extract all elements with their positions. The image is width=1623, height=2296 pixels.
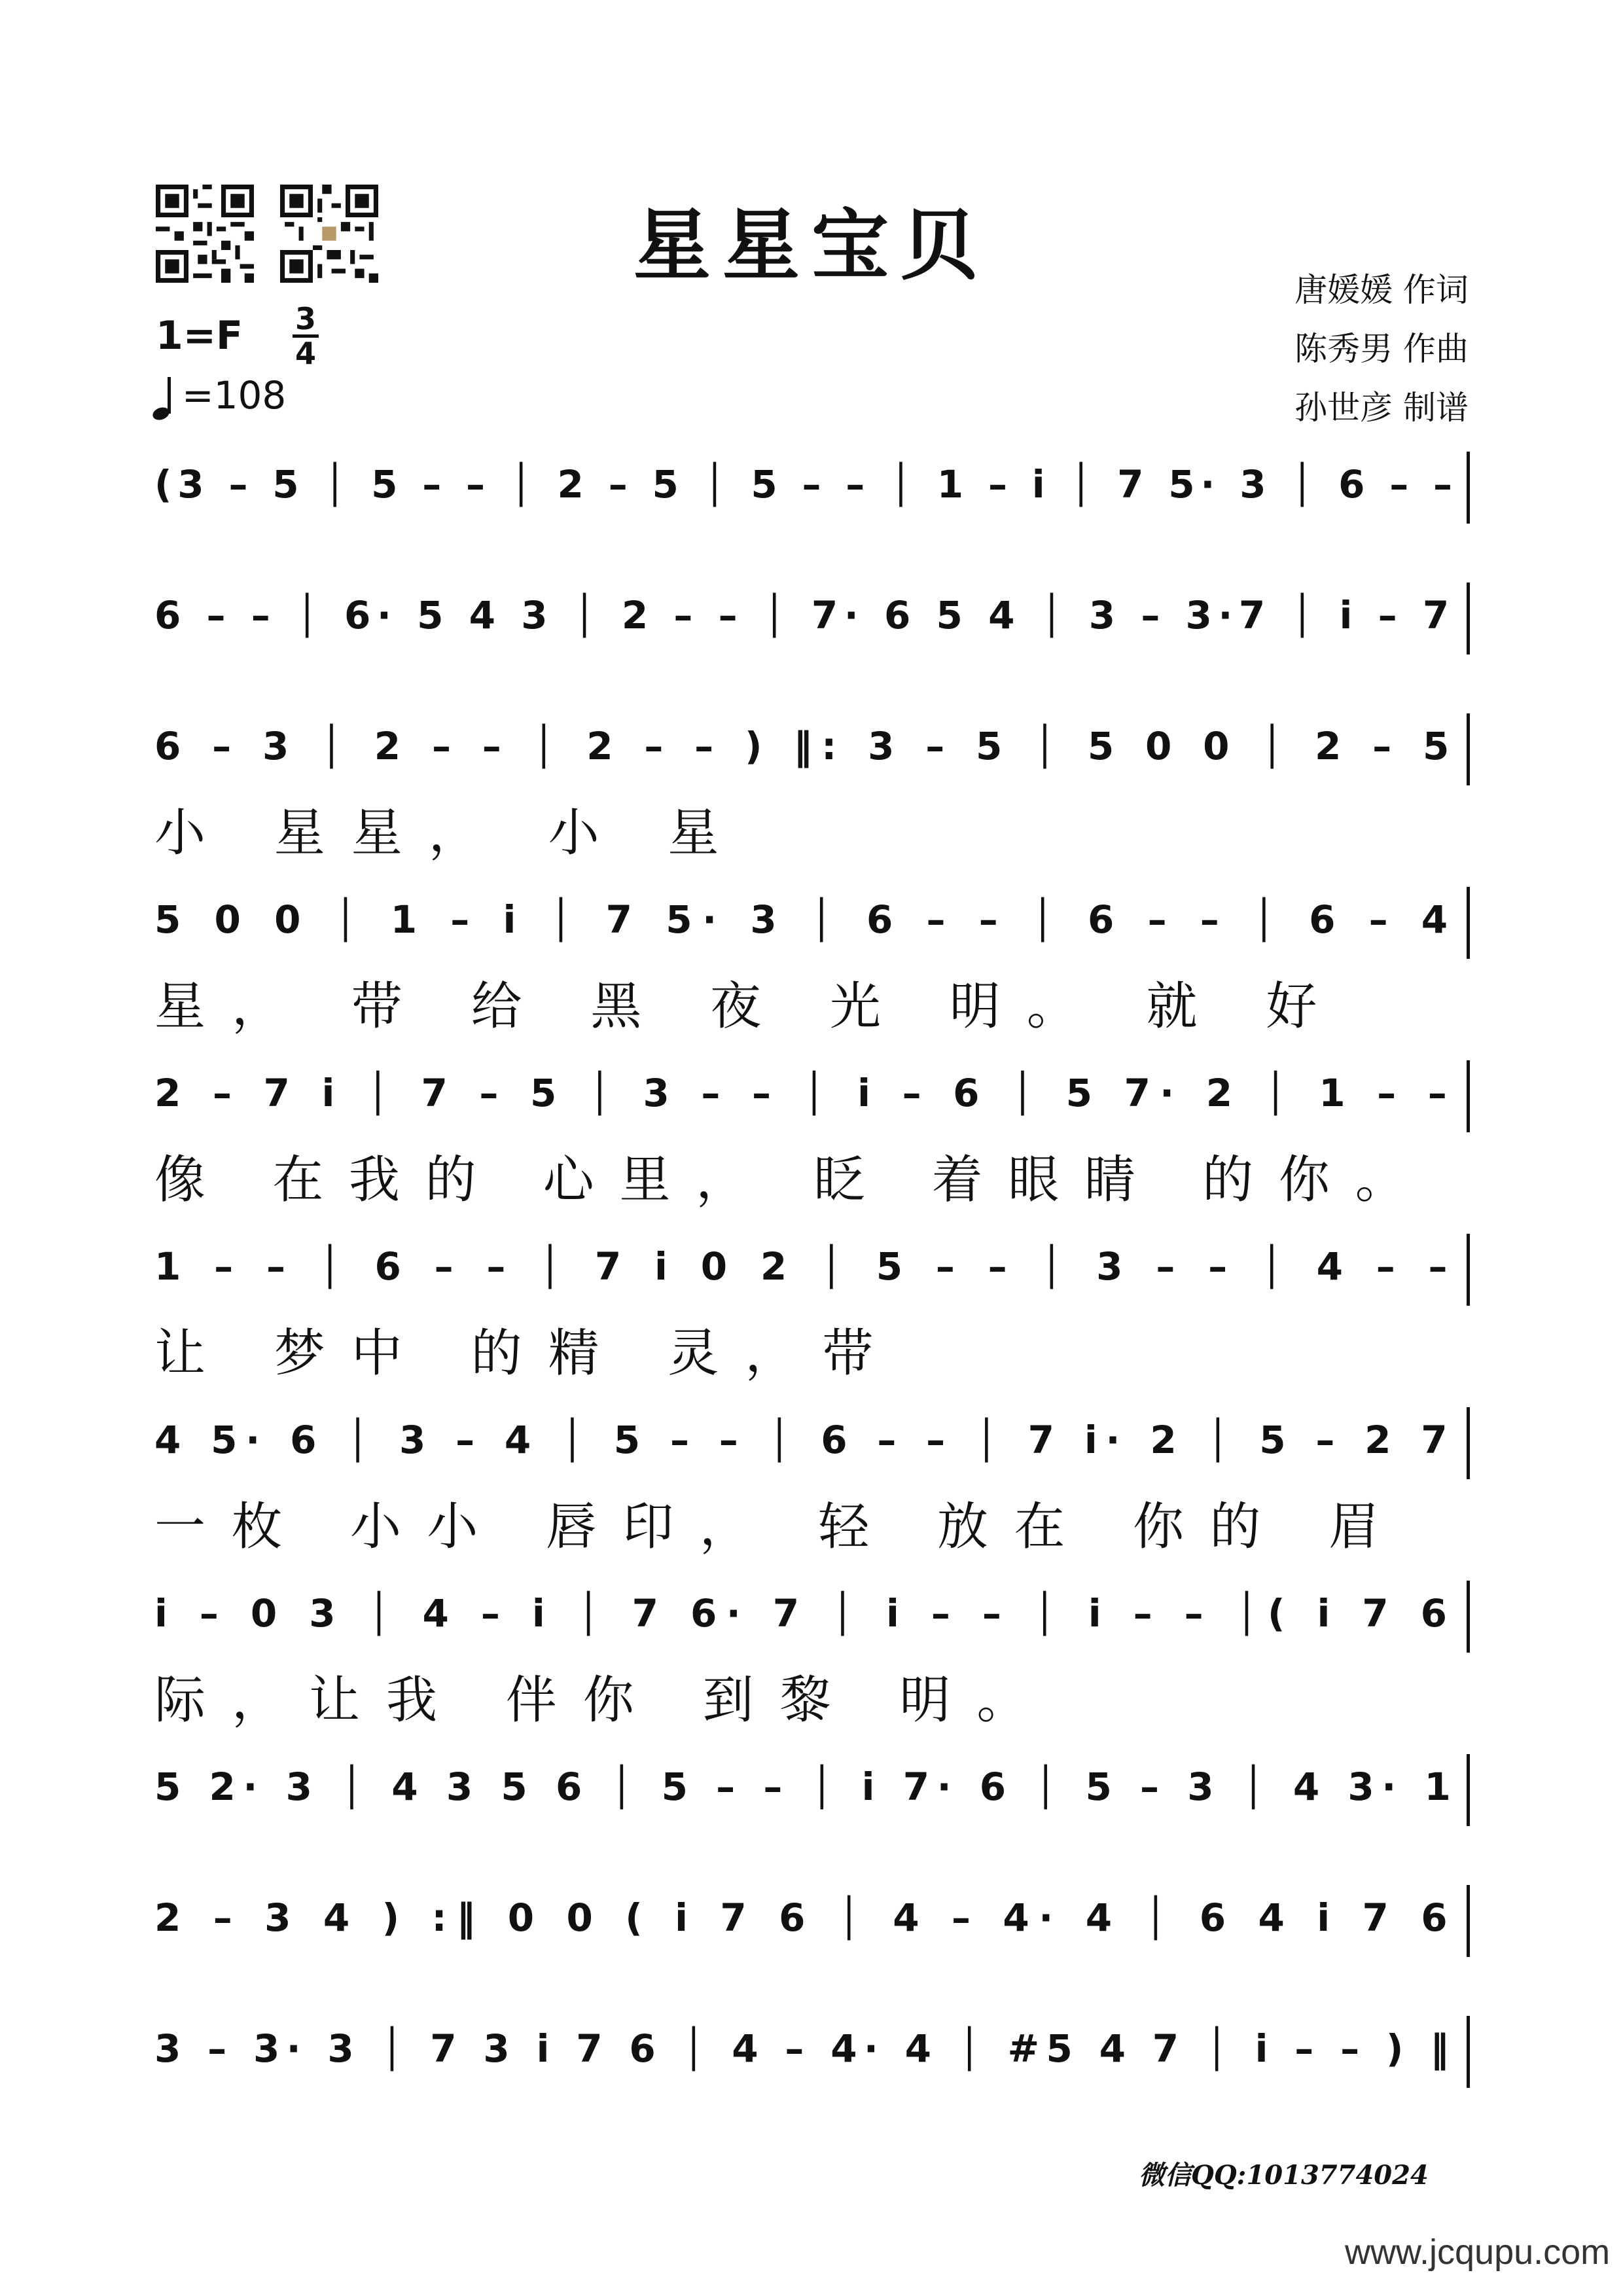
score-line xyxy=(154,1852,1470,1983)
score xyxy=(154,419,1470,2114)
notation-text: 5 2· 3 │ 4 3 5 6 │ 5 – – │ i 7· 6 │ 5 – 3 │ 4 3· 1 xyxy=(154,1765,1459,1809)
barline xyxy=(1467,1234,1470,1306)
site-url: www.jcqupu.com xyxy=(1345,2233,1611,2272)
composer-credit: 陈秀男 作曲 xyxy=(1294,330,1469,368)
lyric-text: 小 星星， 小 星 xyxy=(154,804,745,863)
notation-text: 4 5· 6 │ 3 – 4 │ 5 – – │ 6 – – │ 7 i· 2 │ 5 – 2 7 xyxy=(154,1418,1456,1462)
lyric-text: 际，让我 伴你 到黎 明。 xyxy=(154,1671,1054,1730)
note-row xyxy=(154,1765,1470,1823)
barline xyxy=(1467,2016,1470,2088)
lyric-text: 一枚 小小 唇印， 轻 放在 你的 眉 xyxy=(154,1498,1406,1556)
notation-text: 6 – – │ 6· 5 4 3 │ 2 – – │ 7· 6 5 4 │ 3 – 3·7 │ i – 7 xyxy=(154,593,1455,637)
note-row xyxy=(154,593,1470,652)
score-line xyxy=(154,550,1470,681)
lyric-row xyxy=(154,1659,1470,1730)
lyric-row xyxy=(154,965,1470,1036)
tempo-marking xyxy=(152,373,286,422)
score-line xyxy=(154,681,1470,863)
notation-text: 6 – 3 │ 2 – – │ 2 – – ) ‖: 3 – 5 │ 5 0 0 │ 2 – 5 xyxy=(154,724,1459,768)
lyric-row xyxy=(154,1139,1470,1210)
page-title: 星星宝贝 xyxy=(633,200,990,291)
notation-text: 5 0 0 │ 1 – i │ 7 5· 3 │ 6 – – │ 6 – – │ 6 – 4 xyxy=(154,897,1458,942)
note-row xyxy=(154,1071,1470,1130)
barline xyxy=(1467,713,1470,785)
barline xyxy=(1467,1581,1470,1653)
barline xyxy=(1467,1754,1470,1826)
notation-text: 3 – 3· 3 │ 7 3 i 7 6 │ 4 – 4· 4 │ #5 4 7 │ i – – ) ‖ xyxy=(154,2026,1456,2071)
barline xyxy=(1467,887,1470,959)
score-line xyxy=(154,1028,1470,1210)
note-row xyxy=(154,1244,1470,1303)
barline xyxy=(1467,1060,1470,1132)
time-signature xyxy=(293,303,319,369)
lyric-row xyxy=(154,1486,1470,1556)
lyric-text: 让 梦中 的精 灵，带 xyxy=(154,1324,900,1383)
time-signature-top: 3 xyxy=(293,303,319,338)
score-line xyxy=(154,1721,1470,1852)
key-signature: 1=F xyxy=(156,313,243,359)
lyric-row xyxy=(154,1312,1470,1383)
note-row xyxy=(154,724,1470,783)
notation-text: (3 – 5 │ 5 – – │ 2 – 5 │ 5 – – │ 1 – i │ 7 5· 3 │ 6 – – xyxy=(154,462,1458,507)
note-row xyxy=(154,2026,1470,2085)
watermark-contact: 微信QQ:1013774024 xyxy=(1139,2160,1429,2191)
note-row xyxy=(154,462,1470,521)
score-line xyxy=(154,854,1470,1036)
score-line xyxy=(154,1548,1470,1730)
note-row xyxy=(154,1591,1470,1650)
lyric-row xyxy=(154,792,1470,863)
score-line xyxy=(154,419,1470,550)
score-line xyxy=(154,1983,1470,2114)
note-row xyxy=(154,1895,1470,1954)
barline xyxy=(1467,1407,1470,1479)
note-row xyxy=(154,897,1470,956)
lyric-text: 星， 带 给 黑 夜 光 明。 就 好 xyxy=(154,977,1344,1036)
note-row xyxy=(154,1418,1470,1477)
score-line xyxy=(154,1201,1470,1383)
barline xyxy=(1467,1885,1470,1957)
notation-text: 1 – – │ 6 – – │ 7 i 0 2 │ 5 – – │ 3 – – │ 4 – – xyxy=(154,1244,1457,1289)
arranger-credit: 孙世彦 制谱 xyxy=(1294,389,1469,427)
barline xyxy=(1467,583,1470,655)
quarter-note-icon xyxy=(152,374,177,422)
notation-text: 2 – 7 i │ 7 – 5 │ 3 – – │ i – 6 │ 5 7· 2 │ 1 – – xyxy=(154,1071,1456,1115)
notation-text: i – 0 3 │ 4 – i │ 7 6· 7 │ i – – │ i – – │( i 7 6 xyxy=(154,1591,1457,1636)
tempo-value: =108 xyxy=(182,373,287,418)
barline xyxy=(1467,452,1470,524)
credits xyxy=(1220,260,1469,437)
lyricist-credit: 唐媛媛 作词 xyxy=(1294,271,1469,309)
lyric-text: 像 在我的 心里， 眨 着眼睛 的你。 xyxy=(154,1151,1432,1210)
score-line xyxy=(154,1374,1470,1556)
notation-text: 2 – 3 4 ) :‖ 0 0 ( i 7 6 │ 4 – 4· 4 │ 6 4 i 7 6 xyxy=(154,1895,1457,1940)
time-signature-bottom: 4 xyxy=(294,336,316,371)
